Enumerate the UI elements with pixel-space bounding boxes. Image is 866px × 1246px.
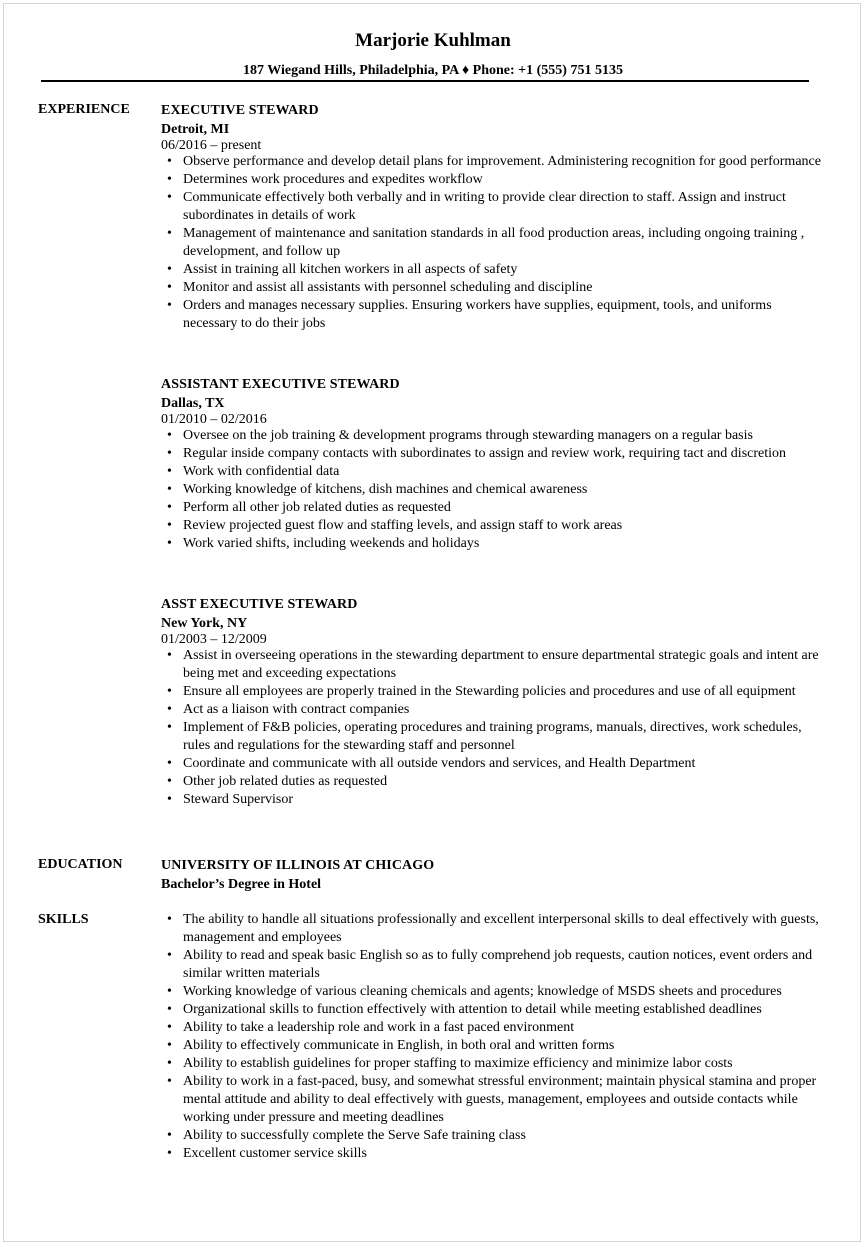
job-bullets <box>183 427 823 553</box>
list-item: • Review projected guest flow and staffing levels, and assign staff to work areas <box>183 517 823 535</box>
list-item: • Perform all other job related duties as requested <box>183 499 823 517</box>
section-label-education: EDUCATION <box>38 857 123 872</box>
section-label-experience: EXPERIENCE <box>38 102 130 117</box>
job-bullets <box>183 153 823 333</box>
list-item: • Ability to take a leadership role and work in a fast paced environment <box>183 1019 823 1037</box>
job-bullets <box>183 647 823 809</box>
list-item: • Ability to work in a fast-paced, busy, and somewhat stressful environment; maintain physical stamina and proper mental attitude and ability to deal effectively with guests, management, employees and outside contacts while working under pressure and meeting deadlines <box>183 1073 823 1127</box>
list-item: • Assist in overseeing operations in the stewarding department to ensure departmental strategic goals and intent are being met and exceeding expectations <box>183 647 823 683</box>
list-item: • The ability to handle all situations professionally and excellent interpersonal skills to deal effectively with guests, management and employees <box>183 911 823 947</box>
list-item: • Other job related duties as requested <box>183 773 823 791</box>
list-item: • Ability to successfully complete the Serve Safe training class <box>183 1127 823 1145</box>
list-item: • Ability to establish guidelines for proper staffing to maximize efficiency and minimize labor costs <box>183 1055 823 1073</box>
list-item: • Regular inside company contacts with subordinates to assign and review work, requiring tact and discretion <box>183 445 823 463</box>
degree: Bachelor’s Degree in Hotel <box>161 877 322 892</box>
list-item: • Monitor and assist all assistants with personnel scheduling and discipline <box>183 279 823 297</box>
job-dates: 01/2003 – 12/2009 <box>161 632 267 647</box>
list-item: • Orders and manages necessary supplies. Ensuring workers have supplies, equipment, tools, and uniforms necessary to do their jobs <box>183 297 823 333</box>
job-dates: 01/2010 – 02/2016 <box>161 412 267 427</box>
list-item: • Oversee on the job training & development programs through stewarding managers on a regular basis <box>183 427 823 445</box>
list-item: • Assist in training all kitchen workers in all aspects of safety <box>183 261 823 279</box>
list-item: • Implement of F&B policies, operating procedures and training programs, manuals, directives, work schedules, rules and regulations for the stewarding staff and personnel <box>183 719 823 755</box>
list-item: • Ensure all employees are properly trained in the Stewarding policies and procedures and use of all equipment <box>183 683 823 701</box>
list-item: • Organizational skills to function effectively with attention to detail while meeting established deadlines <box>183 1001 823 1019</box>
contact-line: 187 Wiegand Hills, Philadelphia, PA ♦ Phone: +1 (555) 751 5135 <box>243 63 623 78</box>
list-item: • Act as a liaison with contract companies <box>183 701 823 719</box>
list-item: • Determines work procedures and expedites workflow <box>183 171 823 189</box>
job-title: ASST EXECUTIVE STEWARD <box>161 597 358 612</box>
list-item: • Work with confidential data <box>183 463 823 481</box>
section-label-skills: SKILLS <box>38 912 89 927</box>
header-divider <box>41 80 809 82</box>
list-item: • Coordinate and communicate with all outside vendors and services, and Health Department <box>183 755 823 773</box>
list-item: • Work varied shifts, including weekends and holidays <box>183 535 823 553</box>
school-name: UNIVERSITY OF ILLINOIS AT CHICAGO <box>161 858 435 873</box>
candidate-name: Marjorie Kuhlman <box>355 30 511 51</box>
job-location: Dallas, TX <box>161 396 225 411</box>
list-item: • Working knowledge of kitchens, dish machines and chemical awareness <box>183 481 823 499</box>
list-item: • Observe performance and develop detail plans for improvement. Administering recognition for good performance <box>183 153 823 171</box>
list-item: • Working knowledge of various cleaning chemicals and agents; knowledge of MSDS sheets and procedures <box>183 983 823 1001</box>
list-item: • Steward Supervisor <box>183 791 823 809</box>
list-item: • Ability to effectively communicate in English, in both oral and written forms <box>183 1037 823 1055</box>
list-item: • Excellent customer service skills <box>183 1145 823 1163</box>
list-item: • Management of maintenance and sanitation standards in all food production areas, including ongoing training , development, and follow up <box>183 225 823 261</box>
list-item: • Communicate effectively both verbally and in writing to provide clear direction to staff. Assign and instruct subordinates in details of work <box>183 189 823 225</box>
job-dates: 06/2016 – present <box>161 138 262 153</box>
job-title: EXECUTIVE STEWARD <box>161 103 319 118</box>
list-item: • Ability to read and speak basic English so as to fully comprehend job requests, caution notices, event orders and similar written materials <box>183 947 823 983</box>
job-title: ASSISTANT EXECUTIVE STEWARD <box>161 377 400 392</box>
skills-list <box>183 911 823 1163</box>
job-location: Detroit, MI <box>161 122 230 137</box>
job-location: New York, NY <box>161 616 248 631</box>
